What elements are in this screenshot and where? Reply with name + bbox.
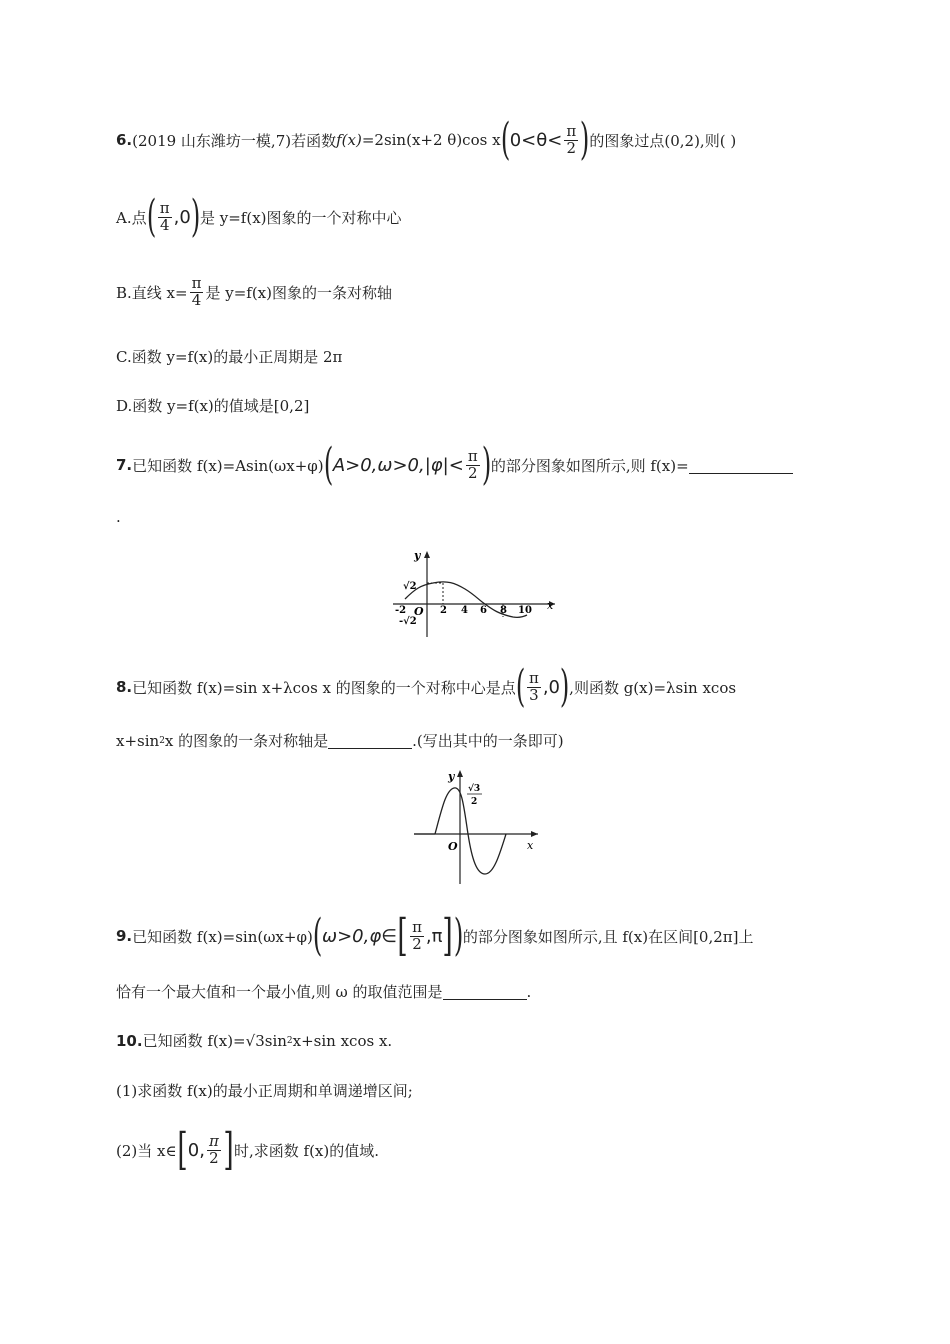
- q6-right-paren: ): [580, 114, 590, 165]
- q7-y-tick-neg-sqrt2: -√2: [399, 616, 417, 627]
- q7-graph: [385, 547, 565, 642]
- q7-answer-blank[interactable]: [689, 457, 793, 474]
- q9-number: 9.: [116, 927, 133, 945]
- q10-number: 10.: [116, 1031, 143, 1050]
- q8-stem: 8. 已知函数 f(x)=sin x+λcos x 的图象的一个对称中心是点 ( $\frac{\pi}{3}$ ,0 ) ,则函数 g(x)=λsin xcos: [116, 661, 737, 712]
- q7-origin: O: [414, 605, 424, 618]
- q6-stem-b: =2sin(x+2 θ)cos x: [361, 131, 501, 149]
- q7-condition: A>0,ω>0,|φ|<: [332, 454, 464, 476]
- q8-answer-blank[interactable]: [328, 732, 412, 749]
- q7-x-tick-6: 6: [480, 605, 487, 616]
- q7-y-tick-sqrt2: √2: [403, 581, 417, 592]
- q6-condition: 0<θ<: [509, 129, 563, 151]
- q8-line2: x+sin 2 x 的图象的一条对称轴是 .(写出其中的一条即可): [116, 731, 564, 750]
- q8-x-label: x: [527, 839, 534, 852]
- q6-stem: [116, 114, 737, 165]
- q7-cond-fraction: $\frac{\pi}{2}$: [467, 446, 478, 482]
- q7-y-arrow-icon: [424, 551, 430, 558]
- q6-option-d: D.函数 y=f(x)的值域是[0,2]: [116, 397, 310, 415]
- q8-stem-a: 已知函数 f(x)=sin x+λcos x 的图象的一个对称中心是点: [132, 678, 516, 697]
- q6-cond-fraction: $\frac{\pi}{2}$: [566, 121, 577, 157]
- q6-number: 6.: [116, 131, 133, 149]
- q8-y-arrow-icon: [457, 770, 463, 777]
- q10-part1: (1)求函数 f(x)的最小正周期和单调递增区间;: [116, 1082, 413, 1100]
- q8-graph: [410, 768, 545, 888]
- q7-trailing-dot: .: [116, 508, 121, 526]
- q8-stem-b: ,则函数 g(x)=λsin xcos: [569, 678, 737, 697]
- q7-stem: 7. 已知函数 f(x)=Asin(ωx+φ) ( A>0,ω>0,|φ|< $\frac{\pi}{2}$ ) 的部分图象如图所示,则 f(x)=: [116, 443, 793, 487]
- q8-peak-num: √3: [468, 784, 481, 794]
- q7-x-tick-8: 8: [500, 605, 507, 616]
- q9-line2: 恰有一个最大值和一个最小值,则 ω 的取值范围是 .: [116, 982, 532, 1001]
- q10-p2-fraction: $\frac{\pi}{2}$: [208, 1131, 219, 1167]
- q7-x-tick-10: 10: [518, 605, 532, 616]
- q6-stem-c: 的图象过点(0,2),则( ): [589, 131, 737, 150]
- q7-x-tick-neg2: -2: [395, 605, 407, 616]
- q9-cond-fraction: $\frac{\pi}{2}$: [412, 917, 422, 953]
- q9-stem: 9. 已知函数 f(x)=sin(ωx+φ) ( ω>0,φ∈ [ $\frac{\pi}{2}$ ,π ] ) 的部分图象如图所示,且 f(x)在区间[0,2π]上: [116, 910, 754, 961]
- q8-peak-den: 2: [471, 797, 478, 807]
- q6-stem-a: (2019 山东潍坊一模,7)若函数: [132, 131, 337, 150]
- q8-number: 8.: [116, 678, 133, 696]
- q8-origin: O: [448, 840, 458, 853]
- q8-point-fraction: $\frac{\pi}{3}$: [528, 668, 539, 704]
- q6-b-fraction: $\frac{\pi}{4}$: [191, 274, 202, 309]
- q7-stem-a: 已知函数 f(x)=Asin(ωx+φ): [132, 456, 324, 475]
- q7-x-tick-4: 4: [461, 605, 468, 616]
- q9-stem-b: 的部分图象如图所示,且 f(x)在区间[0,2π]上: [462, 927, 754, 946]
- q7-number: 7.: [116, 456, 133, 474]
- q7-x-tick-2: 2: [440, 605, 447, 616]
- q9-stem-a: 已知函数 f(x)=sin(ωx+φ): [132, 927, 313, 946]
- q8-y-label: y: [448, 770, 455, 783]
- q10-stem: 10. 已知函数 f(x)= √3 sin 2 x+sin xcos x.: [116, 1031, 393, 1050]
- q6-option-a: A.点 ( $\frac{\pi}{4}$ ,0 ) 是 y=f(x)图象的一个对称中心: [116, 191, 402, 242]
- q9-condition: ω>0,φ∈: [322, 925, 397, 947]
- q7-x-label: x: [547, 599, 554, 612]
- q6-fx: f(x): [336, 131, 362, 149]
- q9-answer-blank[interactable]: [443, 983, 527, 1000]
- q10-sqrt3: √3: [245, 1031, 265, 1050]
- q6-option-c: C.函数 y=f(x)的最小正周期是 2π: [116, 348, 343, 366]
- q6-option-b: B.直线 x= $\frac{\pi}{4}$ 是 y=f(x)图象的一条对称轴: [116, 274, 392, 309]
- q7-stem-b: 的部分图象如图所示,则 f(x)=: [490, 456, 689, 475]
- q7-y-label: y: [414, 549, 421, 562]
- q8-x-arrow-icon: [531, 831, 538, 837]
- q6-left-paren: (: [500, 114, 510, 165]
- q6-a-fraction: $\frac{\pi}{4}$: [159, 198, 170, 234]
- q10-part2: (2)当 x∈ [ 0, $\frac{\pi}{2}$ ] 时,求函数 f(x)的值域.: [116, 1124, 380, 1175]
